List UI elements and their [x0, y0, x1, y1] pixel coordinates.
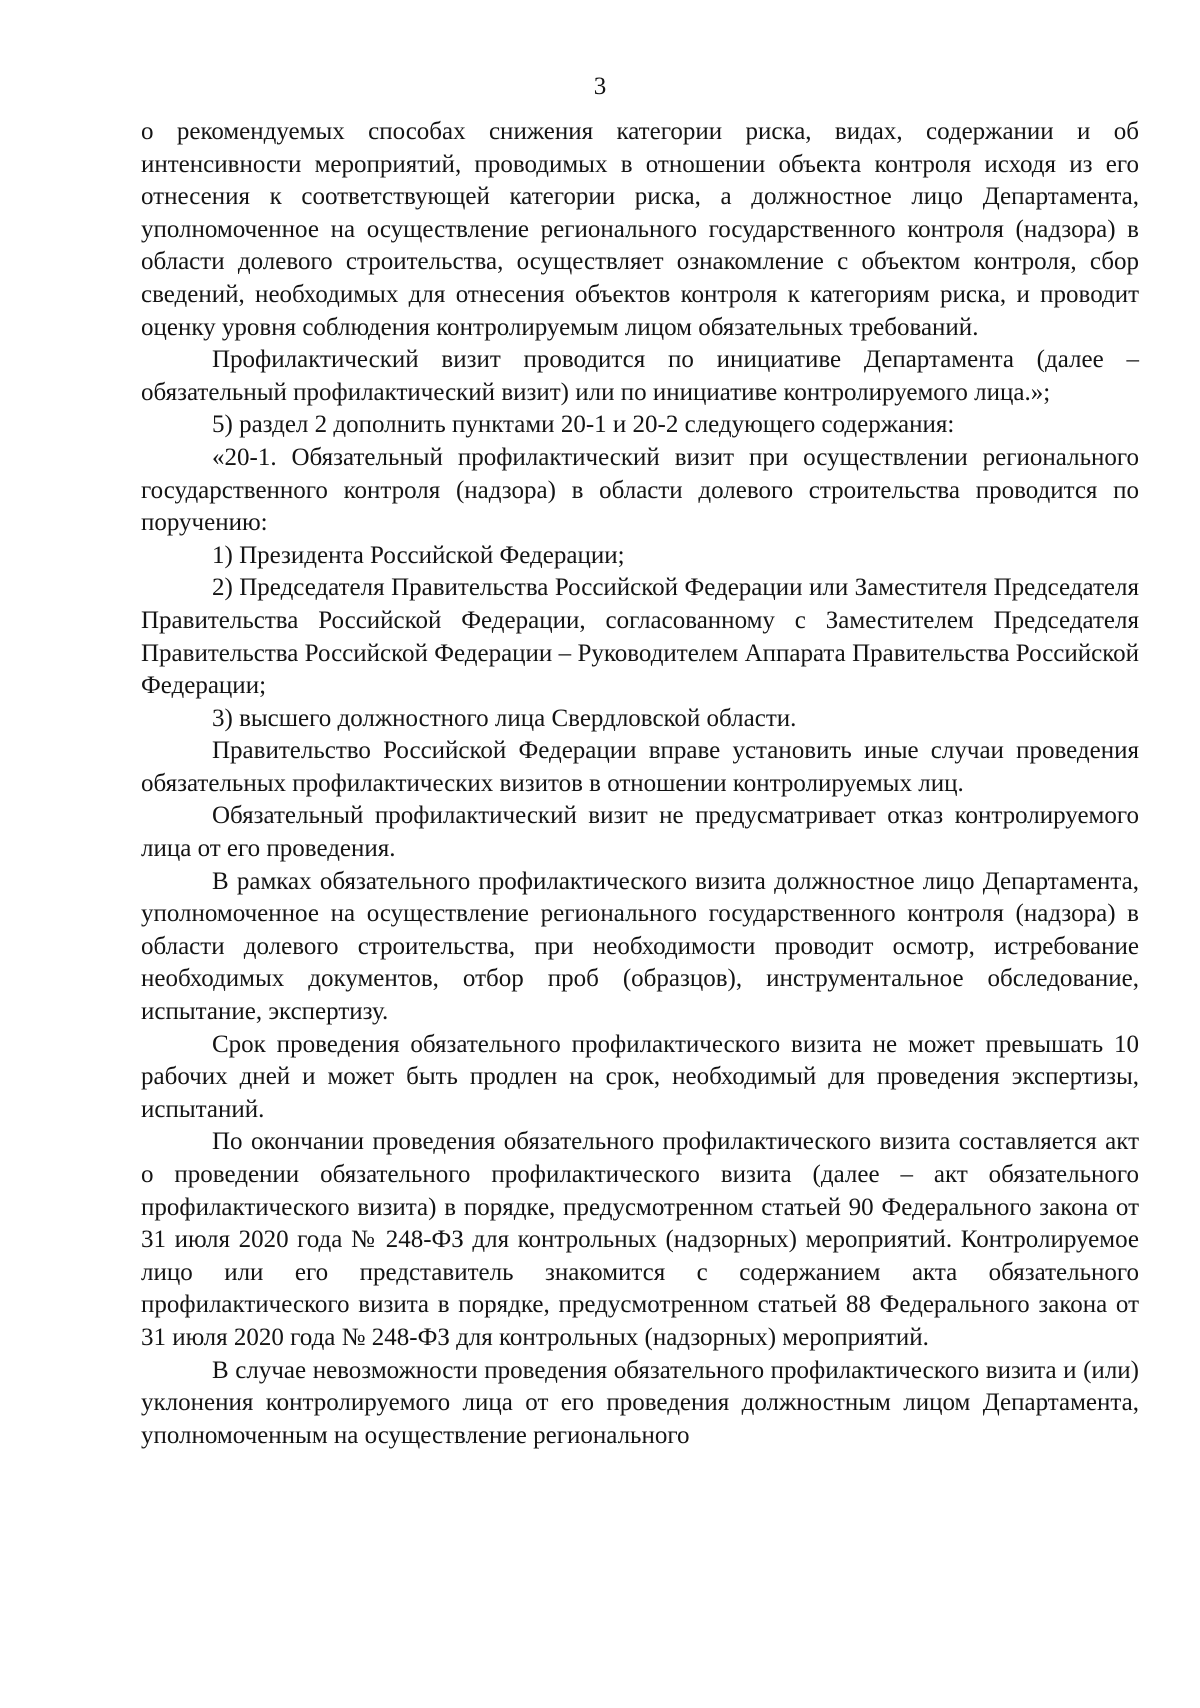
document-body	[141, 116, 1139, 1452]
paragraph: 5) раздел 2 дополнить пунктами 20-1 и 20-2 следующего содержания:	[212, 411, 955, 439]
paragraph: Обязательный профилактический визит не предусматривает отказ контролируемого лица от его проведения.	[141, 802, 1139, 863]
list-item: 3) высшего должностного лица Свердловской области.	[212, 704, 797, 732]
list-item: 1) Президента Российской Федерации;	[212, 541, 625, 569]
paragraph: «20-1. Обязательный профилактический визит при осуществлении регионального государственного контроля (надзора) в области долевого строительства проводится по поручению:	[141, 443, 1139, 537]
paragraph: В рамках обязательного профилактического визита должностное лицо Департамента, уполномоченное на осуществление регионального государственного контроля (надзора) в области долевого строительства, при необходимости проводит осмотр, истребование необходимых документов, отбор проб (образцов), инструментальное обследование, испытание, экспертизу.	[141, 867, 1139, 1026]
paragraph: По окончании проведения обязательного профилактического визита составляется акт о проведении обязательного профилактического визита (далее – акт обязательного профилактического визита) в порядке, предусмотренном статьей 90 Федерального закона от 31 июля 2020 года № 248-ФЗ для контрольных (надзорных) мероприятий. Контролируемое лицо или его представитель знакомится с содержанием акта обязательного профилактического визита в порядке, предусмотренном статьей 88 Федерального закона от 31 июля 2020 года № 248-ФЗ для контрольных (надзорных) мероприятий.	[141, 1128, 1139, 1351]
paragraph: Правительство Российской Федерации вправе установить иные случаи проведения обязательных профилактических визитов в отношении контролируемых лиц.	[141, 737, 1139, 797]
list-item: 2) Председателя Правительства Российской Федерации или Заместителя Председателя Правительства Российской Федерации, согласованному с Заместителем Председателя Правительства Российской Федерации – Руководителем Аппарата Правительства Российской Федерации;	[141, 574, 1139, 700]
page-number: 3	[593, 73, 607, 100]
paragraph: о рекомендуемых способах снижения категории риска, видах, содержании и об интенсивности мероприятий, проводимых в отношении объекта контроля исходя из его отнесения к соответствующей категории риска, а должностное лицо Департамента, уполномоченное на осуществление регионального государственного контроля (надзора) в области долевого строительства, осуществляет ознакомление с объектом контроля, сбор сведений, необходимых для отнесения объектов контроля к категориям риска, и проводит оценку уровня соблюдения контролируемым лицом обязательных требований.	[141, 118, 1139, 341]
paragraph: Профилактический визит проводится по инициативе Департамента (далее – обязательный профилактический визит) или по инициативе контролируемого лица.»;	[141, 346, 1139, 406]
paragraph: Срок проведения обязательного профилактического визита не может превышать 10 рабочих дней и может быть продлен на срок, необходимый для проведения экспертизы, испытаний.	[141, 1030, 1139, 1123]
paragraph: В случае невозможности проведения обязательного профилактического визита и (или) уклонения контролируемого лица от его проведения должностным лицом Департамента, уполномоченным на осуществление регионального	[141, 1356, 1139, 1449]
